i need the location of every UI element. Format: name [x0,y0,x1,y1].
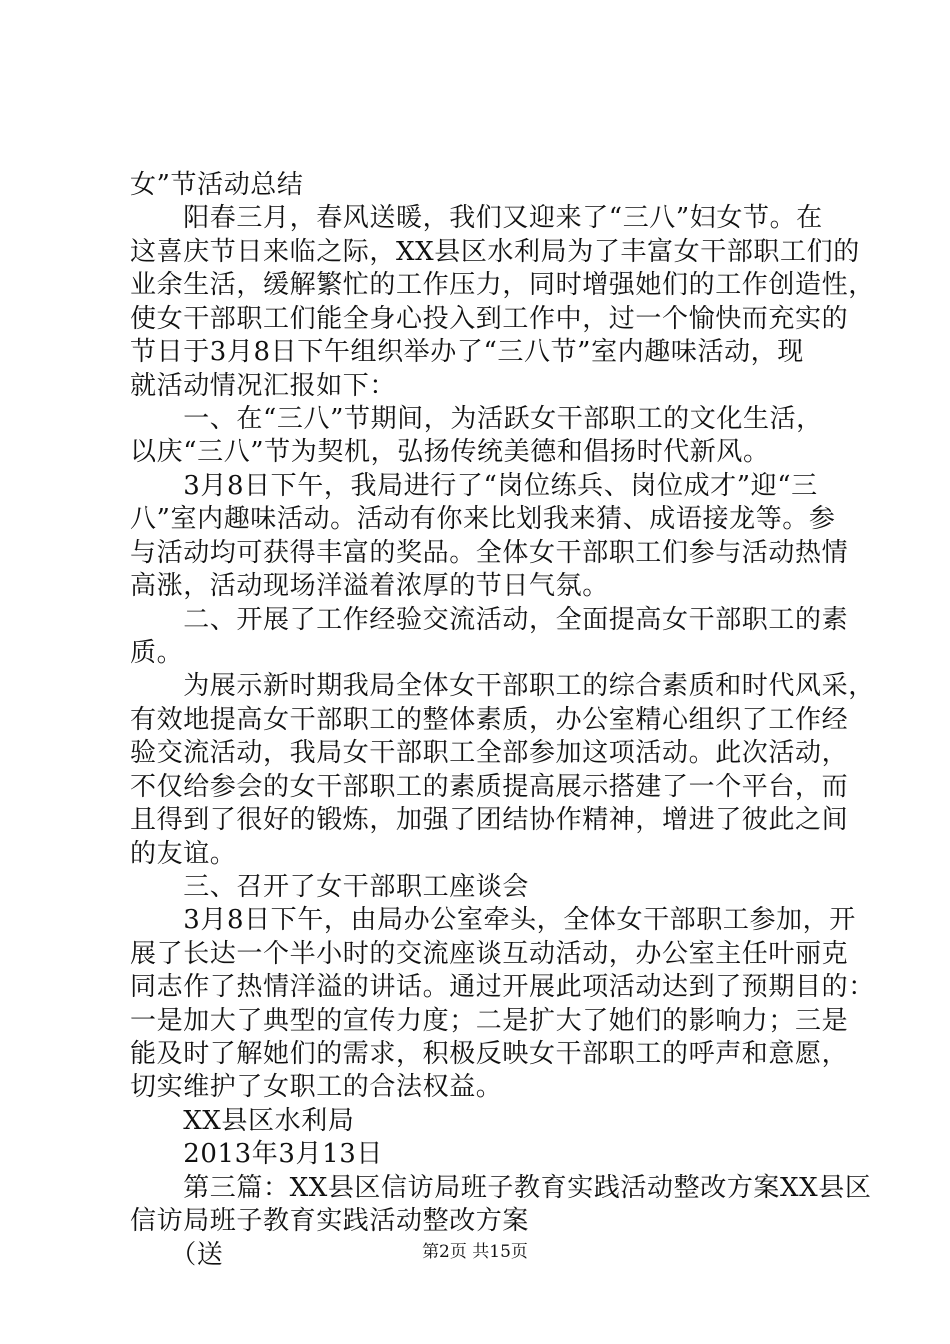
text-line: 这喜庆节日来临之际，XX县区水利局为了丰富女干部职工们的 [130,237,860,267]
text-line: 有效地提高女干部职工的整体素质，办公室精心组织了工作经 [130,705,849,735]
text-line: 阳春三月，春风送暖，我们又迎来了“三八”妇女节。在 [130,203,823,233]
text-line: 二、开展了工作经验交流活动，全面提高女干部职工的素 [130,605,849,635]
text-line: 的友谊。 [130,839,237,869]
text-line: 高涨，活动现场洋溢着浓厚的节日气氛。 [130,571,609,601]
text-line: 一、在“三八”节期间，为活跃女干部职工的文化生活， [130,404,823,434]
text-line: 展了长达一个半小时的交流座谈互动活动，办公室主任叶丽克 [130,939,849,969]
text-line: 女”节活动总结 [130,170,304,200]
text-line: 第三篇：XX县区信访局班子教育实践活动整改方案XX县区 [130,1173,872,1203]
text-line: XX县区水利局 [130,1106,355,1136]
text-line: 不仅给参会的女干部职工的素质提高展示搭建了一个平台，而 [130,772,849,802]
text-line: 与活动均可获得丰富的奖品。全体女干部职工们参与活动热情 [130,538,849,568]
page-footer: 第2页 共15页 [422,1242,528,1262]
text-line: 能及时了解她们的需求，积极反映女干部职工的呼声和意愿， [130,1039,849,1069]
text-line: 同志作了热情洋溢的讲话。通过开展此项活动达到了预期目的： [130,972,875,1002]
text-line: 3月8日下午，由局办公室牵头，全体女干部职工参加，开 [130,905,856,935]
text-line: 信访局班子教育实践活动整改方案 [130,1206,530,1236]
text-line: 业余生活，缓解繁忙的工作压力，同时增强她们的工作创造性， [130,270,875,300]
text-line: 质。 [130,638,184,668]
text-line: 八”室内趣味活动。活动有你来比划我来猜、成语接龙等。参 [130,504,836,534]
text-line: 为展示新时期我局全体女干部职工的综合素质和时代风采， [130,671,875,701]
text-line: 三、召开了女干部职工座谈会 [130,872,530,902]
text-line: 一是加大了典型的宣传力度；二是扩大了她们的影响力；三是 [130,1006,849,1036]
text-line: 2013年3月13日 [130,1139,383,1169]
text-line: 节日于3月8日下午组织举办了“三八节”室内趣味活动，现 [130,337,804,367]
text-line: 就活动情况汇报如下： [130,371,397,401]
text-line: （送 [130,1240,224,1270]
text-line: 以庆“三八”节为契机，弘扬传统美德和倡扬时代新风。 [130,437,770,467]
text-line: 且得到了很好的锻炼，加强了团结协作精神，增进了彼此之间 [130,805,849,835]
text-line: 验交流活动，我局女干部职工全部参加这项活动。此次活动， [130,738,849,768]
text-line: 使女干部职工们能全身心投入到工作中，过一个愉快而充实的 [130,304,849,334]
text-line: 3月8日下午，我局进行了“岗位练兵、岗位成才”迎“三 [130,471,818,501]
text-line: 切实维护了女职工的合法权益。 [130,1072,503,1102]
